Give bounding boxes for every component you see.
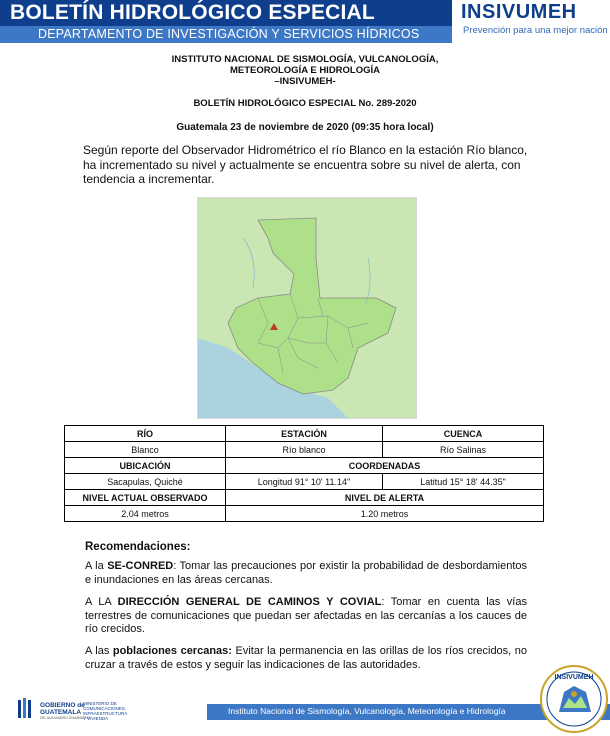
ministry-label-2: COMUNICACIONES, — [83, 706, 127, 711]
header-ubicacion: UBICACIÓN — [65, 458, 226, 474]
table-row — [65, 506, 544, 522]
location-map — [197, 197, 417, 419]
table-row — [65, 458, 544, 474]
cell-cuenca: Río Salinas — [383, 442, 544, 458]
cell-rio: Blanco — [65, 442, 226, 458]
cell-ubicacion: Sacapulas, Quiché — [65, 474, 226, 490]
rec1-prefix: A la — [85, 560, 108, 572]
header-cuenca: CUENCA — [383, 426, 544, 442]
header-coordenadas: COORDENADAS — [226, 458, 544, 474]
map-graphic — [198, 198, 416, 418]
rec1-text: : Tomar las precauciones por existir la probabilidad de desbordamientos e inundaciones en las áreas cercanas. — [85, 560, 527, 586]
recommendation-caminos — [85, 596, 527, 637]
department-name: DEPARTAMENTO DE INVESTIGACIÓN Y SERVICIOS HÍDRICOS — [38, 27, 420, 41]
rec3-prefix: A las — [85, 645, 113, 657]
seal-text: INSIVUMEH — [554, 674, 594, 681]
recommendations-title: Recomendaciones: — [85, 541, 191, 553]
intro-paragraph: Según reporte del Observador Hidrométrico el río Blanco en la estación Río blanco, ha incrementado su nivel y actualmente se encuentra sobre su nivel de alerta, con tendencia a incrementar. — [83, 143, 528, 186]
cell-latitud: Latitud 15° 18' 44.35" — [383, 474, 544, 490]
header-rio: RÍO — [65, 426, 226, 442]
rec3-text: Evitar la permanencia en las orillas de los ríos crecidos, no cruzar a través de estos y seguir las indicaciones de las autoridades. — [85, 645, 527, 671]
header-nivel-observado: NIVEL ACTUAL OBSERVADO — [65, 490, 226, 506]
cell-estacion: Río blanco — [226, 442, 383, 458]
government-label-3: DR. ALEJANDRO GIAMMATTEI — [40, 716, 91, 720]
government-logo-icon — [17, 696, 37, 720]
government-label-1: GOBIERNO de — [40, 702, 85, 709]
institute-line-1: INSTITUTO NACIONAL DE SISMOLOGÍA, VULCANOLOGÍA, — [171, 54, 439, 65]
ministry-label-1: MINISTERIO DE — [83, 701, 117, 706]
institute-line-3: –INSIVUMEH- — [274, 76, 336, 87]
insivumeh-seal-icon — [539, 664, 609, 734]
station-info-table — [64, 425, 544, 522]
table-row — [65, 474, 544, 490]
bulletin-date: Guatemala 23 de noviembre de 2020 (09:35 hora local) — [176, 122, 434, 133]
rec2-text: : Tomar en cuenta las vías terrestres de comunicaciones que puedan ser afectadas en las cercanías a los cauces de río crecidos. — [85, 596, 527, 635]
government-label-2: GUATEMALA — [40, 709, 82, 716]
header-estacion: ESTACIÓN — [226, 426, 383, 442]
institute-name — [0, 54, 610, 87]
header-nivel-alerta: NIVEL DE ALERTA — [226, 490, 544, 506]
ministry-label-3: INFRAESTRUCTURA — [83, 711, 128, 716]
institute-line-2: METEOROLOGÍA E HIDROLOGÍA — [229, 65, 381, 76]
recommendation-conred — [85, 560, 527, 587]
ministry-label-4: Y VIVIENDA — [83, 716, 109, 721]
cell-nivel-alerta: 1.20 metros — [226, 506, 544, 522]
table-row — [65, 426, 544, 442]
rec2-entity: DIRECCIÓN GENERAL DE CAMINOS Y COVIAL — [117, 596, 382, 608]
cell-longitud: Longitud 91° 10' 11.14" — [226, 474, 383, 490]
brand-logo-text: INSIVUMEH — [461, 1, 577, 23]
cell-nivel-observado: 2.04 metros — [65, 506, 226, 522]
rec2-prefix: A LA — [85, 596, 118, 608]
recommendation-poblaciones — [85, 645, 527, 672]
bulletin-title: BOLETÍN HIDROLÓGICO ESPECIAL — [10, 1, 375, 24]
brand-tagline: Prevención para una mejor nación — [463, 25, 608, 36]
bulletin-number: BOLETÍN HIDROLÓGICO ESPECIAL No. 289-2020 — [193, 98, 417, 109]
table-row — [65, 490, 544, 506]
rec1-entity: SE-CONRED — [107, 560, 174, 572]
footer-institute-text: Instituto Nacional de Sismología, Vulcanología, Meteorología e Hidrología — [228, 706, 506, 716]
table-row — [65, 442, 544, 458]
rec3-entity: poblaciones cercanas: — [112, 645, 232, 657]
